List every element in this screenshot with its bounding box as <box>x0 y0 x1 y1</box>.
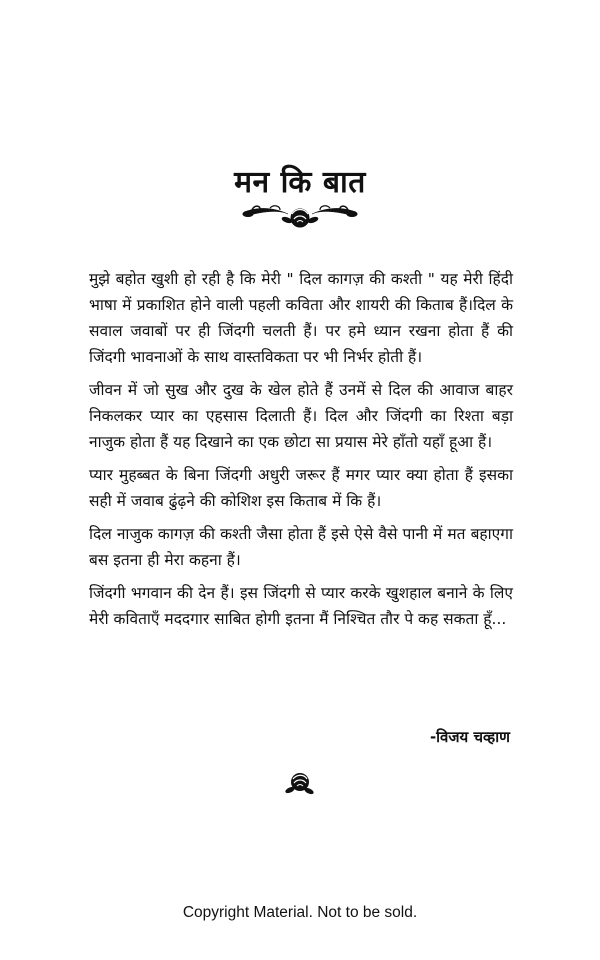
preface-body <box>89 266 513 639</box>
copyright-footer: Copyright Material. Not to be sold. <box>182 904 418 921</box>
page-title: मन कि बात <box>234 165 366 200</box>
paragraph: प्यार मुहब्बत के बिना जिंदगी अधुरी जरूर हैं मगर प्यार क्या होता हैं इसका सही में जवाब ढुंढ़ने की कोशिश इस किताब में कि हैं। <box>89 466 513 510</box>
paragraph: दिल नाजुक कागज़ की कश्ती जैसा होता हैं इसे ऐसे वैसे पानी में मत बहाएगा बस इतना ही मेरा कहना हैं। <box>89 525 513 569</box>
paragraph: जीवन में जो सुख और दुख के खेल होते हैं उनमें से दिल की आवाज बाहर निकलकर प्यार का एहसास दिलाती हैं। दिल और जिंदगी का रिश्ता बड़ा नाजुक होता हैं यह दिखाने का एक छोटा सा प्रयास मेरे हाँतो यहाँ हूआ हैं। <box>89 381 513 451</box>
rose-flourish-icon <box>240 198 360 232</box>
paragraph: जिंदगी भगवान की देन हैं। इस जिंदगी से प्यार करके खुशहाल बनाने के लिए मेरी कविताएँ मददगार साबित होगी इतना मैं निश्चित तौर पे कह सकता हूँ... <box>89 584 513 628</box>
paragraph: मुझे बहोत खुशी हो रही है कि मेरी " दिल कागज़ की कश्ती " यह मेरी हिंदी भाषा में प्रकाशित होने वाली पहली कविता और शायरी की किताब हैं।दिल के सवाल जवाबों पर ही जिंदगी चलती हैं। पर हमे ध्यान रखना होता हैं की जिंदगी भावनाओं के साथ वास्तविकता पर भी निर्भर होती हैं। <box>89 270 513 366</box>
rose-icon <box>285 770 315 796</box>
author-signature: -विजय चव्हाण <box>429 728 510 746</box>
